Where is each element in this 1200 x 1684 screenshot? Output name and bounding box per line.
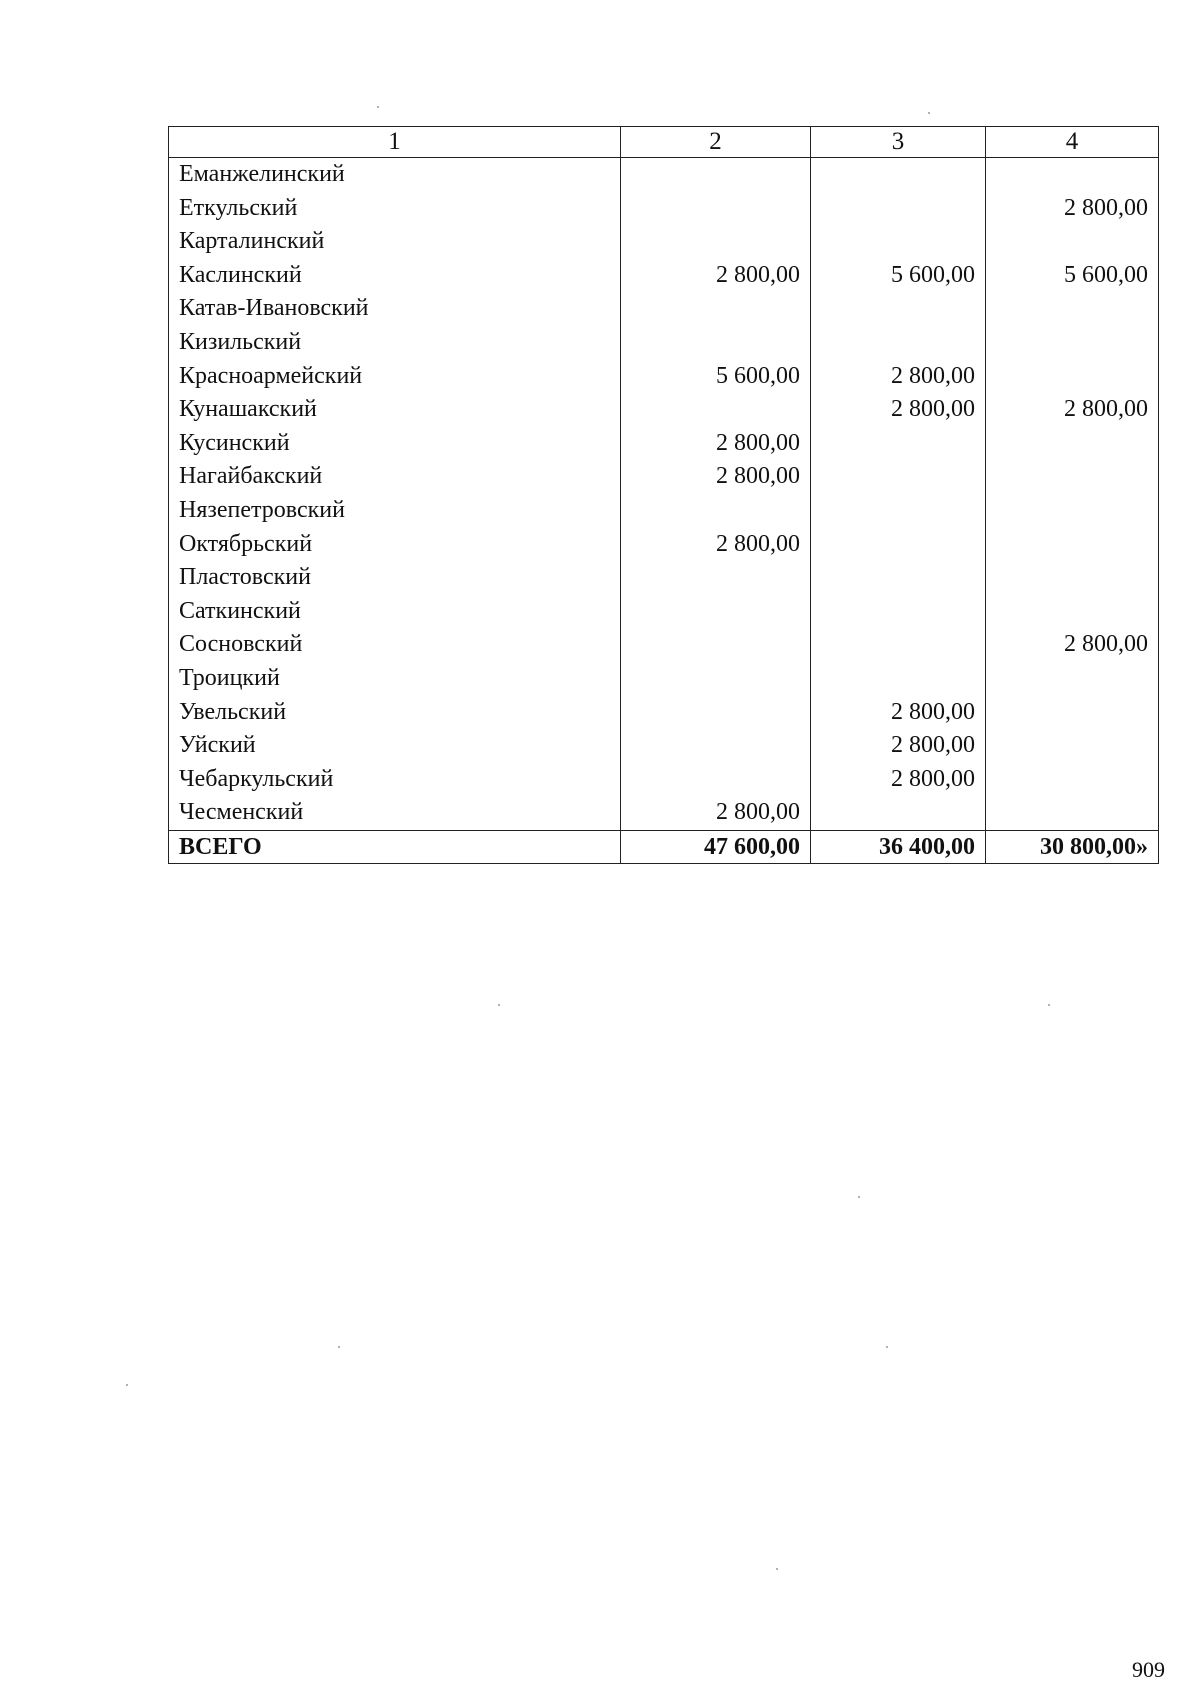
table-row	[169, 595, 1159, 629]
table-row	[169, 360, 1159, 394]
value-col-3	[811, 628, 986, 662]
district-name: Чесменский	[169, 796, 621, 830]
table-row	[169, 796, 1159, 830]
value-col-2	[621, 662, 811, 696]
value-col-4: 2 800,00	[986, 628, 1159, 662]
scan-speck	[126, 1384, 128, 1386]
table-row	[169, 696, 1159, 730]
scan-speck	[928, 112, 930, 114]
district-name: Катав-Ивановский	[169, 292, 621, 326]
header-col-3: 3	[811, 127, 986, 158]
value-col-3	[811, 528, 986, 562]
table-row	[169, 628, 1159, 662]
value-col-2	[621, 225, 811, 259]
table-row	[169, 662, 1159, 696]
value-col-4: 2 800,00	[986, 192, 1159, 226]
value-col-4	[986, 561, 1159, 595]
scan-speck	[1048, 1004, 1050, 1006]
value-col-3	[811, 292, 986, 326]
district-name: Саткинский	[169, 595, 621, 629]
value-col-3	[811, 796, 986, 830]
table-row	[169, 729, 1159, 763]
value-col-4	[986, 796, 1159, 830]
district-name: Октябрьский	[169, 528, 621, 562]
header-col-4: 4	[986, 127, 1159, 158]
table-row	[169, 225, 1159, 259]
district-name: Пластовский	[169, 561, 621, 595]
value-col-4	[986, 494, 1159, 528]
value-col-4	[986, 360, 1159, 394]
table-row	[169, 326, 1159, 360]
district-name: Нязепетровский	[169, 494, 621, 528]
scan-speck	[886, 1346, 888, 1348]
value-col-3	[811, 662, 986, 696]
table-row	[169, 259, 1159, 293]
value-col-3	[811, 225, 986, 259]
table-row	[169, 393, 1159, 427]
value-col-3	[811, 494, 986, 528]
value-col-3	[811, 460, 986, 494]
header-col-2: 2	[621, 127, 811, 158]
district-name: Кусинский	[169, 427, 621, 461]
header-row	[169, 127, 1159, 158]
value-col-3	[811, 192, 986, 226]
scan-speck	[776, 1568, 778, 1570]
district-name: Увельский	[169, 696, 621, 730]
value-col-3	[811, 427, 986, 461]
total-col-3: 36 400,00	[811, 830, 986, 863]
value-col-4: 2 800,00	[986, 393, 1159, 427]
value-col-4	[986, 729, 1159, 763]
district-name: Чебаркульский	[169, 763, 621, 797]
value-col-4	[986, 292, 1159, 326]
value-col-2: 2 800,00	[621, 427, 811, 461]
value-col-3	[811, 158, 986, 192]
district-name: Карталинский	[169, 225, 621, 259]
value-col-3	[811, 561, 986, 595]
table-row	[169, 561, 1159, 595]
value-col-3	[811, 326, 986, 360]
value-col-2	[621, 696, 811, 730]
value-col-4	[986, 528, 1159, 562]
table-row	[169, 292, 1159, 326]
value-col-2	[621, 595, 811, 629]
value-col-3: 5 600,00	[811, 259, 986, 293]
total-label: ВСЕГО	[169, 830, 621, 863]
table-row	[169, 494, 1159, 528]
district-name: Сосновский	[169, 628, 621, 662]
district-name: Красноармейский	[169, 360, 621, 394]
value-col-4	[986, 460, 1159, 494]
value-col-4: 5 600,00	[986, 259, 1159, 293]
district-name: Кизильский	[169, 326, 621, 360]
header-col-1: 1	[169, 127, 621, 158]
value-col-4	[986, 662, 1159, 696]
district-name: Кунашакский	[169, 393, 621, 427]
value-col-2	[621, 561, 811, 595]
table-row	[169, 192, 1159, 226]
allocation-table	[168, 126, 1159, 864]
value-col-2: 2 800,00	[621, 259, 811, 293]
value-col-3: 2 800,00	[811, 729, 986, 763]
value-col-3: 2 800,00	[811, 696, 986, 730]
table-row	[169, 460, 1159, 494]
value-col-2: 2 800,00	[621, 460, 811, 494]
value-col-2: 2 800,00	[621, 796, 811, 830]
value-col-3: 2 800,00	[811, 763, 986, 797]
scan-speck	[498, 1004, 500, 1006]
value-col-2	[621, 729, 811, 763]
value-col-4	[986, 763, 1159, 797]
value-col-3: 2 800,00	[811, 393, 986, 427]
table-row	[169, 427, 1159, 461]
district-name: Каслинский	[169, 259, 621, 293]
total-col-4: 30 800,00»	[986, 830, 1159, 863]
value-col-3: 2 800,00	[811, 360, 986, 394]
district-name: Уйский	[169, 729, 621, 763]
value-col-4	[986, 158, 1159, 192]
table-row	[169, 763, 1159, 797]
value-col-2: 5 600,00	[621, 360, 811, 394]
table-row	[169, 528, 1159, 562]
value-col-2	[621, 393, 811, 427]
district-name: Еткульский	[169, 192, 621, 226]
district-name: Еманжелинский	[169, 158, 621, 192]
scan-speck	[338, 1346, 340, 1348]
page-number: 909	[1132, 1657, 1165, 1682]
value-col-3	[811, 595, 986, 629]
value-col-4	[986, 225, 1159, 259]
value-col-4	[986, 595, 1159, 629]
value-col-2	[621, 494, 811, 528]
value-col-2: 2 800,00	[621, 528, 811, 562]
value-col-2	[621, 292, 811, 326]
value-col-4	[986, 326, 1159, 360]
value-col-4	[986, 696, 1159, 730]
value-col-2	[621, 192, 811, 226]
value-col-4	[986, 427, 1159, 461]
value-col-2	[621, 326, 811, 360]
total-col-2: 47 600,00	[621, 830, 811, 863]
district-name: Троицкий	[169, 662, 621, 696]
value-col-2	[621, 763, 811, 797]
value-col-2	[621, 158, 811, 192]
scan-speck	[858, 1196, 860, 1198]
table-row	[169, 158, 1159, 192]
value-col-2	[621, 628, 811, 662]
scan-speck	[377, 106, 379, 108]
district-name: Нагайбакский	[169, 460, 621, 494]
total-row	[169, 830, 1159, 863]
